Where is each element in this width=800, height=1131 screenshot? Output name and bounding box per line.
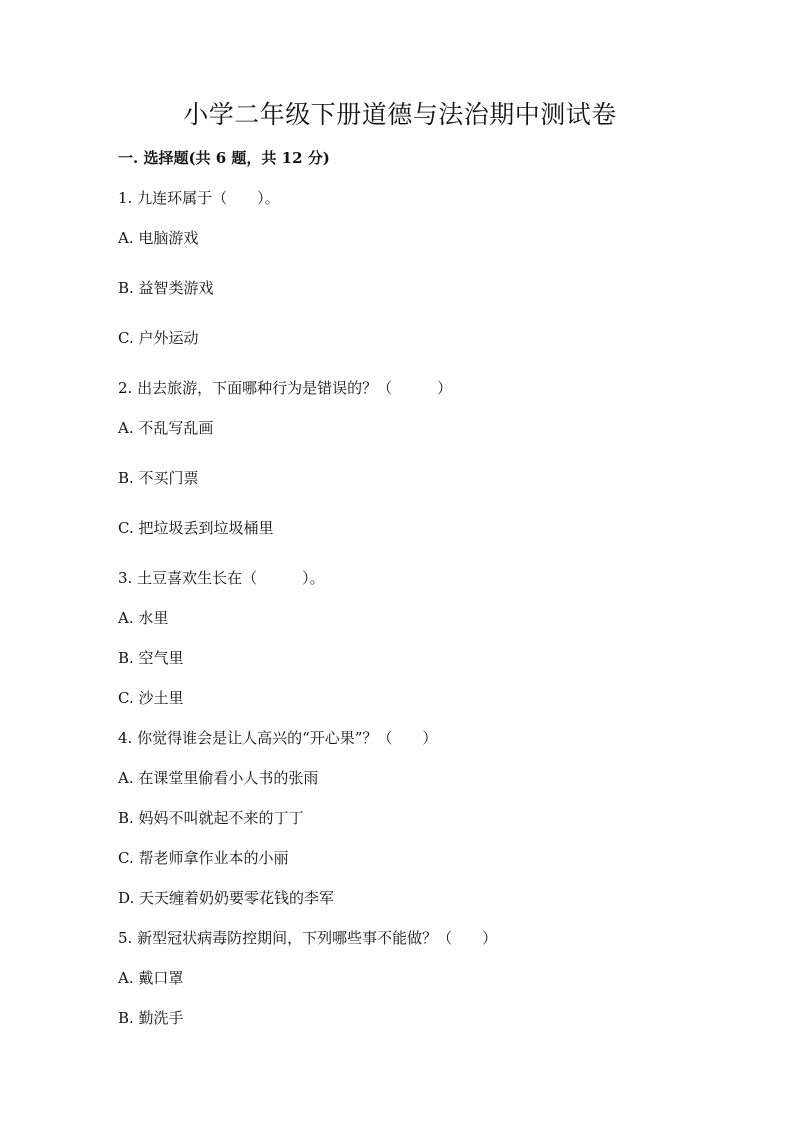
q4-option-a: A. 在课堂里偷看小人书的张雨 [118, 769, 319, 787]
q1-option-a: A. 电脑游戏 [118, 229, 199, 247]
question-5: 5. 新型冠状病毒防控期间，下列哪些事不能做？（ ） [118, 929, 498, 947]
q2-option-b: B. 不买门票 [118, 469, 199, 487]
q3-option-a: A. 水里 [118, 609, 169, 627]
q4-option-d: D. 天天缠着奶奶要零花钱的李军 [118, 889, 335, 907]
question-3: 3. 土豆喜欢生长在（ ）。 [118, 569, 325, 587]
q1-option-c: C. 户外运动 [118, 329, 199, 347]
q5-option-b: B. 勤洗手 [118, 1009, 184, 1027]
q2-option-c: C. 把垃圾丢到垃圾桶里 [118, 519, 274, 537]
q4-option-c: C. 帮老师拿作业本的小丽 [118, 849, 289, 867]
question-1: 1. 九连环属于（ ）。 [118, 189, 280, 207]
section-heading: 一. 选择题(共 6 题，共 12 分) [118, 149, 330, 167]
q5-option-a: A. 戴口罩 [118, 969, 184, 987]
question-2: 2. 出去旅游，下面哪种行为是错误的？（ ） [118, 379, 453, 397]
q4-option-b: B. 妈妈不叫就起不来的丁丁 [118, 809, 304, 827]
q3-option-b: B. 空气里 [118, 649, 184, 667]
exam-title: 小学二年级下册道德与法治期中测试卷 [183, 100, 617, 129]
q1-option-b: B. 益智类游戏 [118, 279, 214, 297]
question-4: 4. 你觉得谁会是让人高兴的“开心果”？（ ） [118, 729, 438, 747]
q3-option-c: C. 沙土里 [118, 689, 184, 707]
q2-option-a: A. 不乱写乱画 [118, 419, 214, 437]
